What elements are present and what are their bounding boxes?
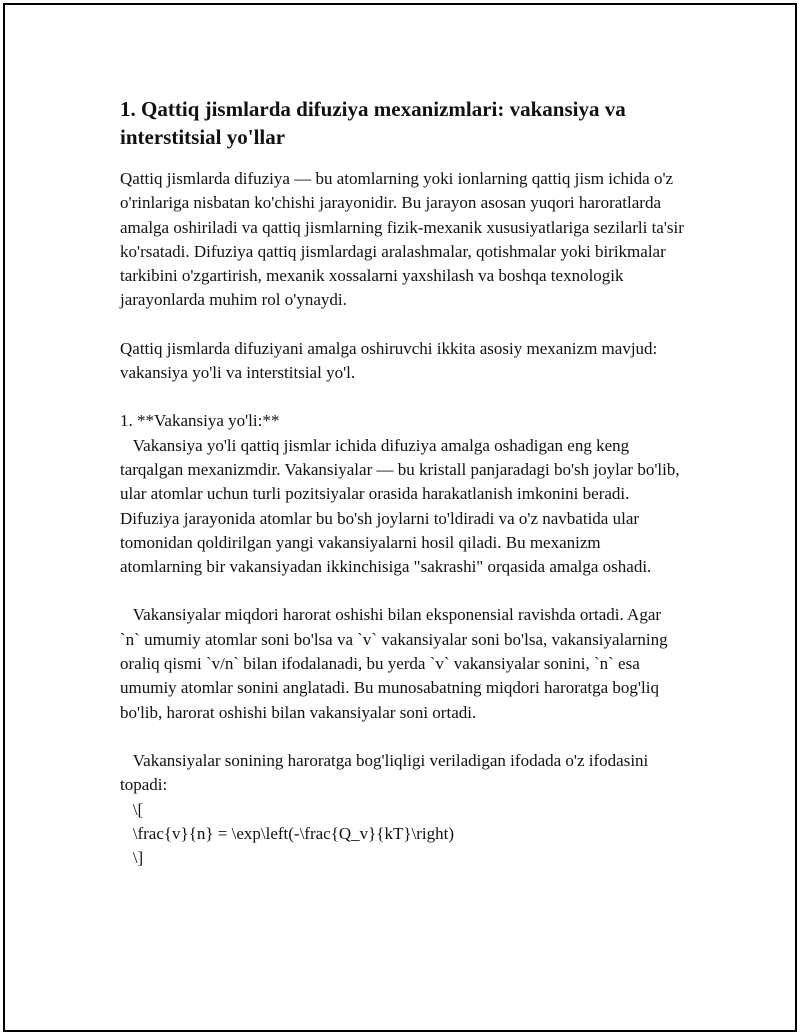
paragraph-intro: Qattiq jismlarda difuziya — bu atomlarning yoki ionlarning qattiq jism ichida o'z o'rinlariga nisbatan ko'chishi jarayonidir. Bu jarayon asosan yuqori haroratlarda amalga oshiriladi va qattiq jismlarning fizik-mexanik xususiyatlariga sezilarli ta'sir ko'rsatadi. Difuziya qattiq jismlardagi aralashmalar, qotishmalar yoki birikmalar tarkibini o'zgartirish, mexanik xossalarni yaxshilash va boshqa texnologik jarayonlarda muhim rol o'ynaydi.	[120, 169, 689, 310]
paragraph-formula: Vakansiyalar sonining haroratga bog'liqligi veriladigan ifodada o'z ifodasini topadi: \[ \frac{v}{n} = \exp\left(-\frac{Q_v}{kT}\right) \]	[120, 750, 649, 868]
paragraph-gap	[120, 725, 685, 749]
section-heading: 1. Qattiq jismlarda difuziya mexanizmlari: vakansiya va interstitsial yo'llar	[120, 97, 626, 149]
paragraph-mechanisms: Qattiq jismlarda difuziyani amalga oshiruvchi ikkita asosiy mexanizm mavjud: vakansiya yo'li va interstitsial yo'l.	[120, 338, 662, 383]
paragraph-vacancy-path: 1. **Vakansiya yo'li:** Vakansiya yo'li qattiq jismlar ichida difuziya amalga oshadigan eng keng tarqalgan mexanizmdir. Vakansiyalar — bu kristall panjaradagi bo'sh joylar bo'lib, ular atomlar uchun turli pozitsiyalar orasida harakatlanish imkonini beradi. Difuziya jarayonida atomlar bu bo'sh joylarni to'ldiradi va o'z navbatida ular tomonidan qoldirilgan yangi vakansiyalarni hosil qiladi. Bu mexanizm atomlarning bir vakansiyadan ikkinchisiga "sakrashi" orqasida amalga oshadi.	[120, 411, 680, 577]
paragraph-gap	[120, 385, 685, 409]
paragraph-gap	[120, 313, 685, 337]
document-page	[3, 3, 797, 1032]
paragraph-gap	[120, 579, 685, 603]
document-content	[120, 95, 689, 870]
paragraph-vacancy-count: Vakansiyalar miqdori harorat oshishi bilan eksponensial ravishda ortadi. Agar `n` umumiy atomlar soni bo'lsa va `v` vakansiyalar soni bo'lsa, vakansiyalarning oraliq qismi `v/n` bilan ifodalanadi, bu yerda `v` vakansiyalar sonini, `n` esa umumiy atomlar sonini anglatadi. Bu munosabatning miqdori haroratga bog'liq bo'lib, harorat oshishi bilan vakansiyalar soni ortadi.	[120, 605, 672, 722]
